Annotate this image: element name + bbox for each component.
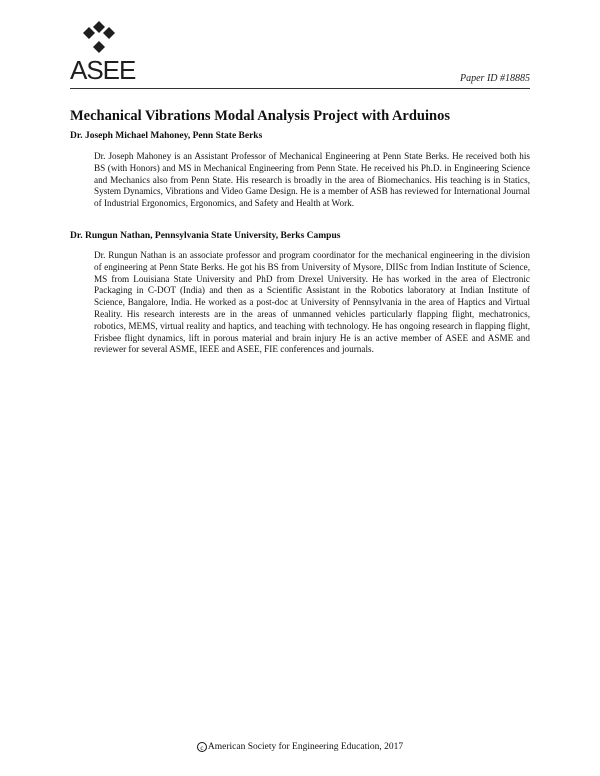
asee-logo-mark bbox=[82, 20, 116, 54]
copyright-text: American Society for Engineering Education, 2017 bbox=[207, 742, 404, 752]
header-rule bbox=[70, 88, 530, 89]
author-bio-1: Dr. Joseph Mahoney is an Assistant Professor of Mechanical Engineering at Penn State Berks. He received both his BS (with Honors) and MS in Mechanical Engineering from Penn State. He received his Ph.D. in Engineering Science and Mechanics also from Penn State. His research is broadly in the area of Biomechanics. His teaching is in Statics, System Dynamics, Vibrations and Video Game Design. He is a member of ASB has reviewed for International Journal of Industrial Ergonomics, Ergonomics, and Safety and Health at Work. bbox=[94, 151, 530, 209]
paper-title: Mechanical Vibrations Modal Analysis Project with Arduinos bbox=[70, 108, 450, 124]
asee-logo-text: ASEE bbox=[70, 55, 136, 85]
paper-id: Paper ID #18885 bbox=[460, 73, 530, 84]
author-heading-1: Dr. Joseph Michael Mahoney, Penn State Berks bbox=[70, 131, 263, 141]
copyright-footer bbox=[0, 741, 600, 753]
author-heading-2: Dr. Rungun Nathan, Pennsylvania State University, Berks Campus bbox=[70, 231, 341, 241]
copyright-icon: c bbox=[197, 742, 207, 752]
asee-logo bbox=[70, 20, 136, 86]
author-bio-2: Dr. Rungun Nathan is an associate professor and program coordinator for the mechanical engineering in the division of engineering at Penn State Berks. He got his BS from University of Mysore, DIISc from Indian Institute of Science, MS from Louisiana State University and PhD from Drexel University. He has worked in the area of Electronic Packaging in C-DOT (India) and then as a Scientific Assistant in the Robotics laboratory at Indian Institute of Science, Bangalore, India. He worked as a post-doc at University of Pennsylvania in the area of Haptics and Virtual Reality. His research interests are in the areas of unmanned vehicles particularly flapping flight, mechatronics, robotics, MEMS, virtual reality and haptics, and teaching with technology. He has ongoing research in flapping flight, Frisbee flight dynamics, lift in porous material and brain injury He is an active member of ASEE and ASME and reviewer for several ASME, IEEE and ASEE, FIE conferences and journals. bbox=[94, 250, 530, 355]
